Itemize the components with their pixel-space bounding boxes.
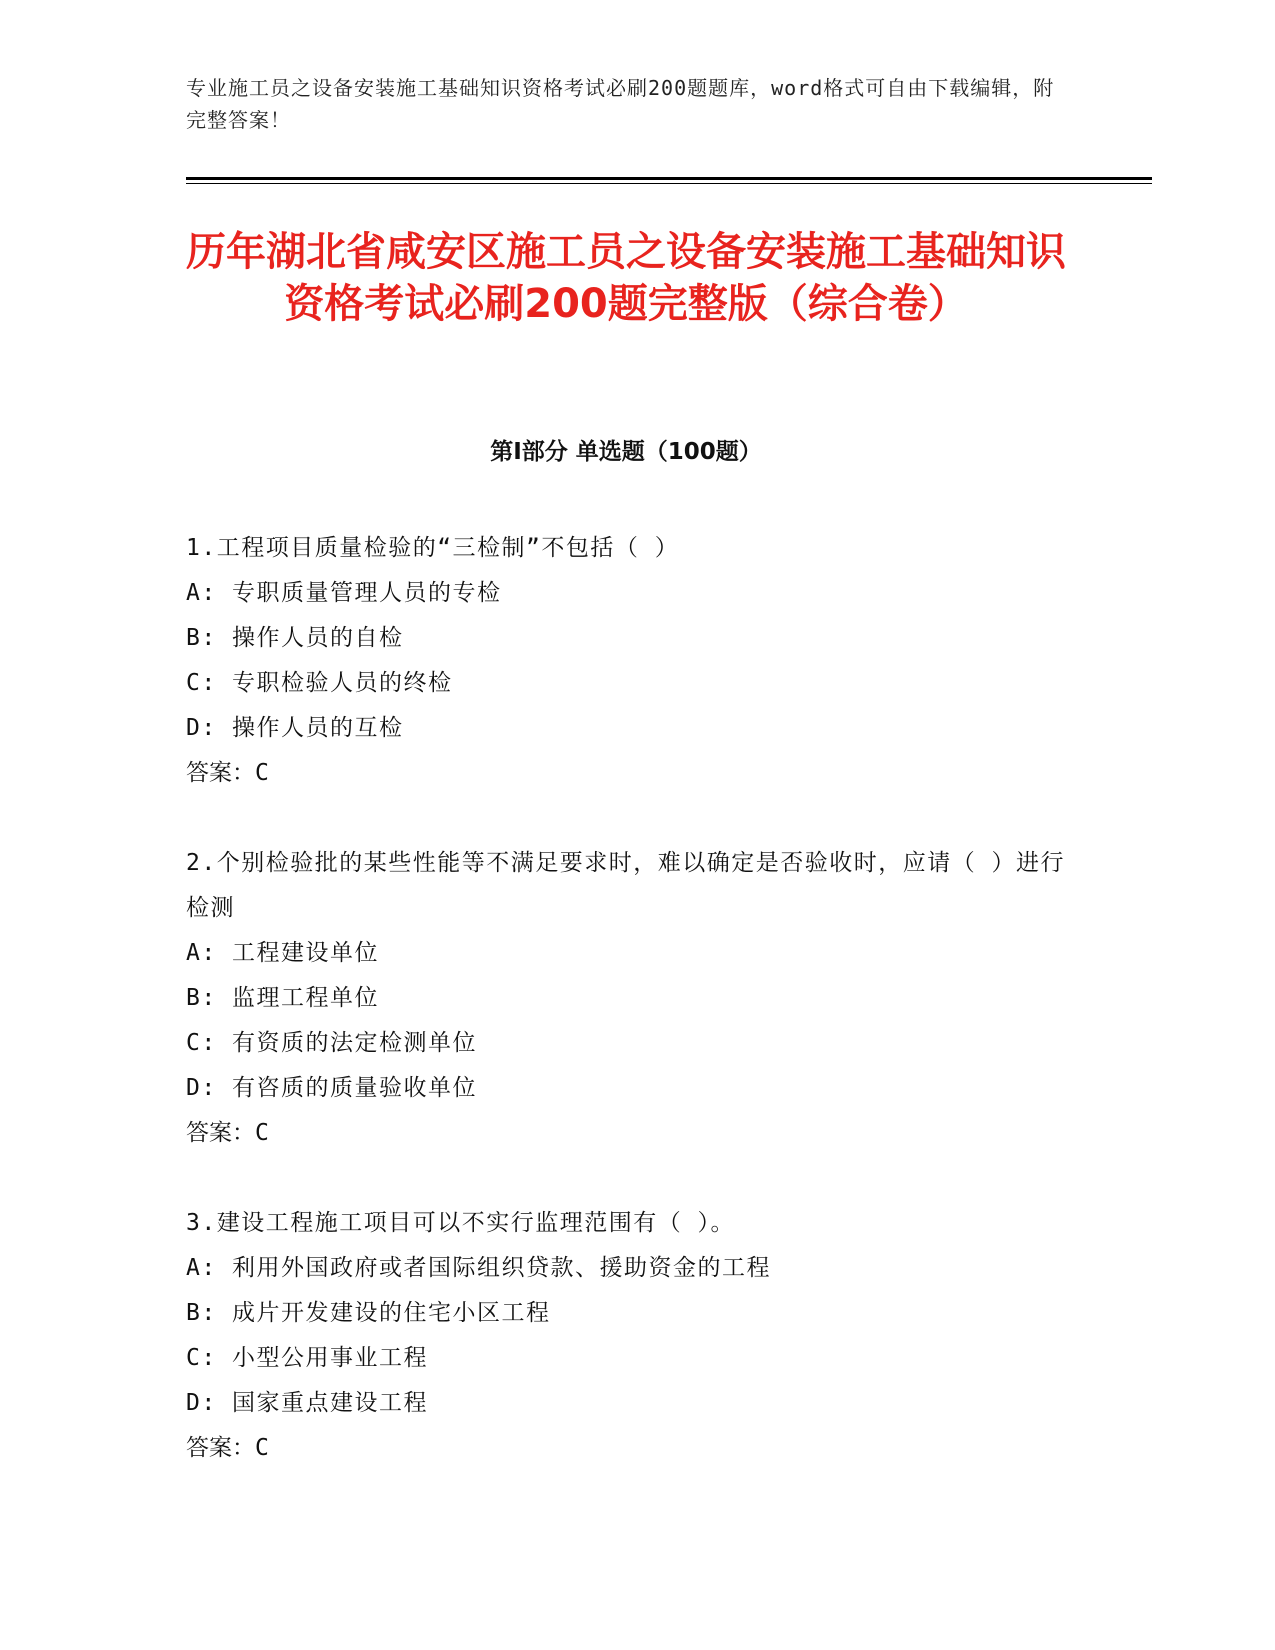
question-stem: 1.工程项目质量检验的“三检制”不包括（ ） (186, 535, 680, 561)
answer-value: C (255, 760, 269, 786)
option-b: B: 操作人员的自检 (186, 625, 404, 651)
option-b: B: 监理工程单位 (186, 985, 380, 1011)
header-note: 专业施工员之设备安装施工基础知识资格考试必刷200题题库，word格式可自由下载编辑，附完整答案！ (186, 76, 1055, 132)
question-stem: 3.建设工程施工项目可以不实行监理范围有（ ）。 (186, 1210, 736, 1236)
section-heading: 第Ⅰ部分 单选题（100题） (490, 439, 762, 465)
answer-line (186, 1111, 1066, 1156)
answer-label: 答案： (186, 1435, 255, 1461)
document-title: 历年湖北省咸安区施工员之设备安装施工基础知识资格考试必刷200题完整版（综合卷） (186, 229, 1066, 327)
answer-label: 答案： (186, 760, 255, 786)
option-b: B: 成片开发建设的住宅小区工程 (186, 1300, 551, 1326)
answer-label: 答案： (186, 1120, 255, 1146)
question-3 (186, 1201, 1066, 1471)
question-list (186, 526, 1066, 1516)
answer-line (186, 751, 1066, 796)
option-d: D: 国家重点建设工程 (186, 1390, 429, 1416)
header-divider-thin (186, 183, 1152, 184)
option-a: A: 工程建设单位 (186, 940, 380, 966)
answer-value: C (255, 1435, 269, 1461)
answer-line (186, 1426, 1066, 1471)
option-c: C: 小型公用事业工程 (186, 1345, 429, 1371)
option-a: A: 利用外国政府或者国际组织贷款、援助资金的工程 (186, 1255, 772, 1281)
option-a: A: 专职质量管理人员的专检 (186, 580, 502, 606)
option-c: C: 有资质的法定检测单位 (186, 1030, 478, 1056)
option-d: D: 操作人员的互检 (186, 715, 404, 741)
option-d: D: 有咨质的质量验收单位 (186, 1075, 478, 1101)
question-1 (186, 526, 1066, 796)
answer-value: C (255, 1120, 269, 1146)
header-divider-thick (186, 177, 1152, 180)
question-2 (186, 841, 1066, 1156)
option-c: C: 专职检验人员的终检 (186, 670, 453, 696)
question-stem: 2.个别检验批的某些性能等不满足要求时，难以确定是否验收时，应请（ ）进行检测 (186, 850, 1066, 921)
